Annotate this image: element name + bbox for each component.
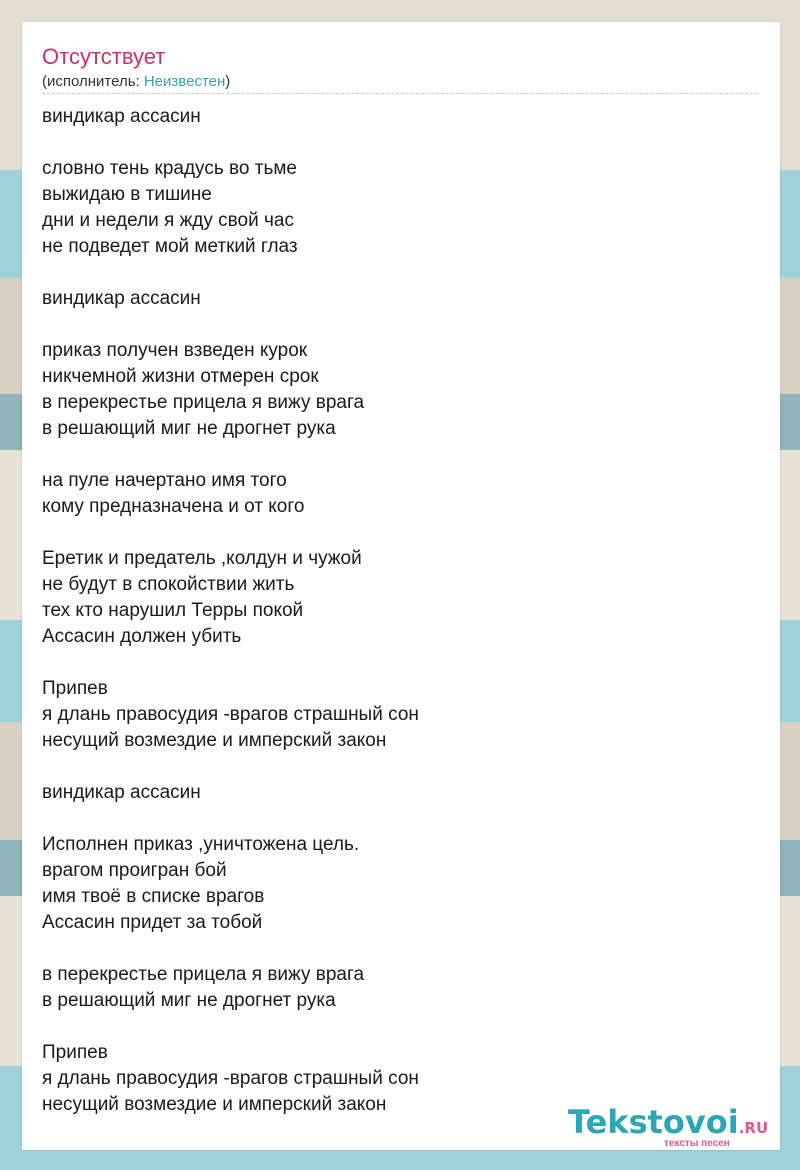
artist-info <box>42 73 230 91</box>
lyrics-line: в перекрестье прицела я вижу врага <box>42 392 365 413</box>
blank-line <box>42 936 758 962</box>
lyrics-line: в перекрестье прицела я вижу врага <box>42 964 365 985</box>
blank-line <box>42 130 758 156</box>
lyrics-line: имя твоё в списке врагов <box>42 886 265 907</box>
artist-suffix: ) <box>225 73 231 90</box>
lyrics-line: врагом проигран бой <box>42 860 227 881</box>
lyrics-line: не будут в спокойствии жить <box>42 574 295 595</box>
blank-line <box>42 312 758 338</box>
lyrics-line: Исполнен приказ ,уничтожена цель. <box>42 834 360 855</box>
blank-line <box>42 260 758 286</box>
lyrics-line: виндикар ассасин <box>42 288 201 309</box>
lyrics-line: Еретик и предатель ,колдун и чужой <box>42 548 362 569</box>
lyrics-card <box>22 22 780 1150</box>
blank-line <box>42 806 758 832</box>
lyrics-line: виндикар ассасин <box>42 106 201 127</box>
lyrics-line: кому предназначена и от кого <box>42 496 305 517</box>
site-logo[interactable] <box>568 1104 778 1154</box>
lyrics-line: Ассасин должен убить <box>42 626 242 647</box>
header-divider <box>42 93 758 94</box>
logo-tagline: тексты песен <box>664 1138 730 1149</box>
lyrics-line: Припев <box>42 1042 108 1063</box>
song-title: Отсутствует <box>42 44 166 69</box>
blank-line <box>42 442 758 468</box>
logo-main-text: Tekstovoi <box>568 1103 739 1141</box>
lyrics-line: несущий возмездие и имперский закон <box>42 1094 387 1115</box>
lyrics-line: несущий возмездие и имперский закон <box>42 730 387 751</box>
blank-line <box>42 520 758 546</box>
blank-line <box>42 650 758 676</box>
lyrics-line: на пуле начертано имя того <box>42 470 287 491</box>
lyrics-line: словно тень крадусь во тьме <box>42 158 297 179</box>
blank-line <box>42 754 758 780</box>
lyrics-line: не подведет мой меткий глаз <box>42 236 298 257</box>
lyrics-line: дни и недели я жду свой час <box>42 210 294 231</box>
lyrics-line: виндикар ассасин <box>42 782 201 803</box>
lyrics-line: в решающий миг не дрогнет рука <box>42 990 336 1011</box>
lyrics-line: я длань правосудия -врагов страшный сон <box>42 704 419 725</box>
blank-line <box>42 1014 758 1040</box>
lyrics-line: приказ получен взведен курок <box>42 340 308 361</box>
lyrics-line: Припев <box>42 678 108 699</box>
lyrics-line: я длань правосудия -врагов страшный сон <box>42 1068 419 1089</box>
lyrics-line: Ассасин придет за тобой <box>42 912 263 933</box>
artist-link[interactable]: Неизвестен <box>143 73 226 90</box>
artist-prefix: (исполнитель: <box>42 73 144 90</box>
lyrics-line: тех кто нарушил Терры покой <box>42 600 304 621</box>
lyrics-text <box>42 104 758 1118</box>
logo-tld: .RU <box>738 1119 769 1137</box>
lyrics-line: никчемной жизни отмерен срок <box>42 366 319 387</box>
lyrics-line: выжидаю в тишине <box>42 184 212 205</box>
lyrics-line: в решающий миг не дрогнет рука <box>42 418 336 439</box>
